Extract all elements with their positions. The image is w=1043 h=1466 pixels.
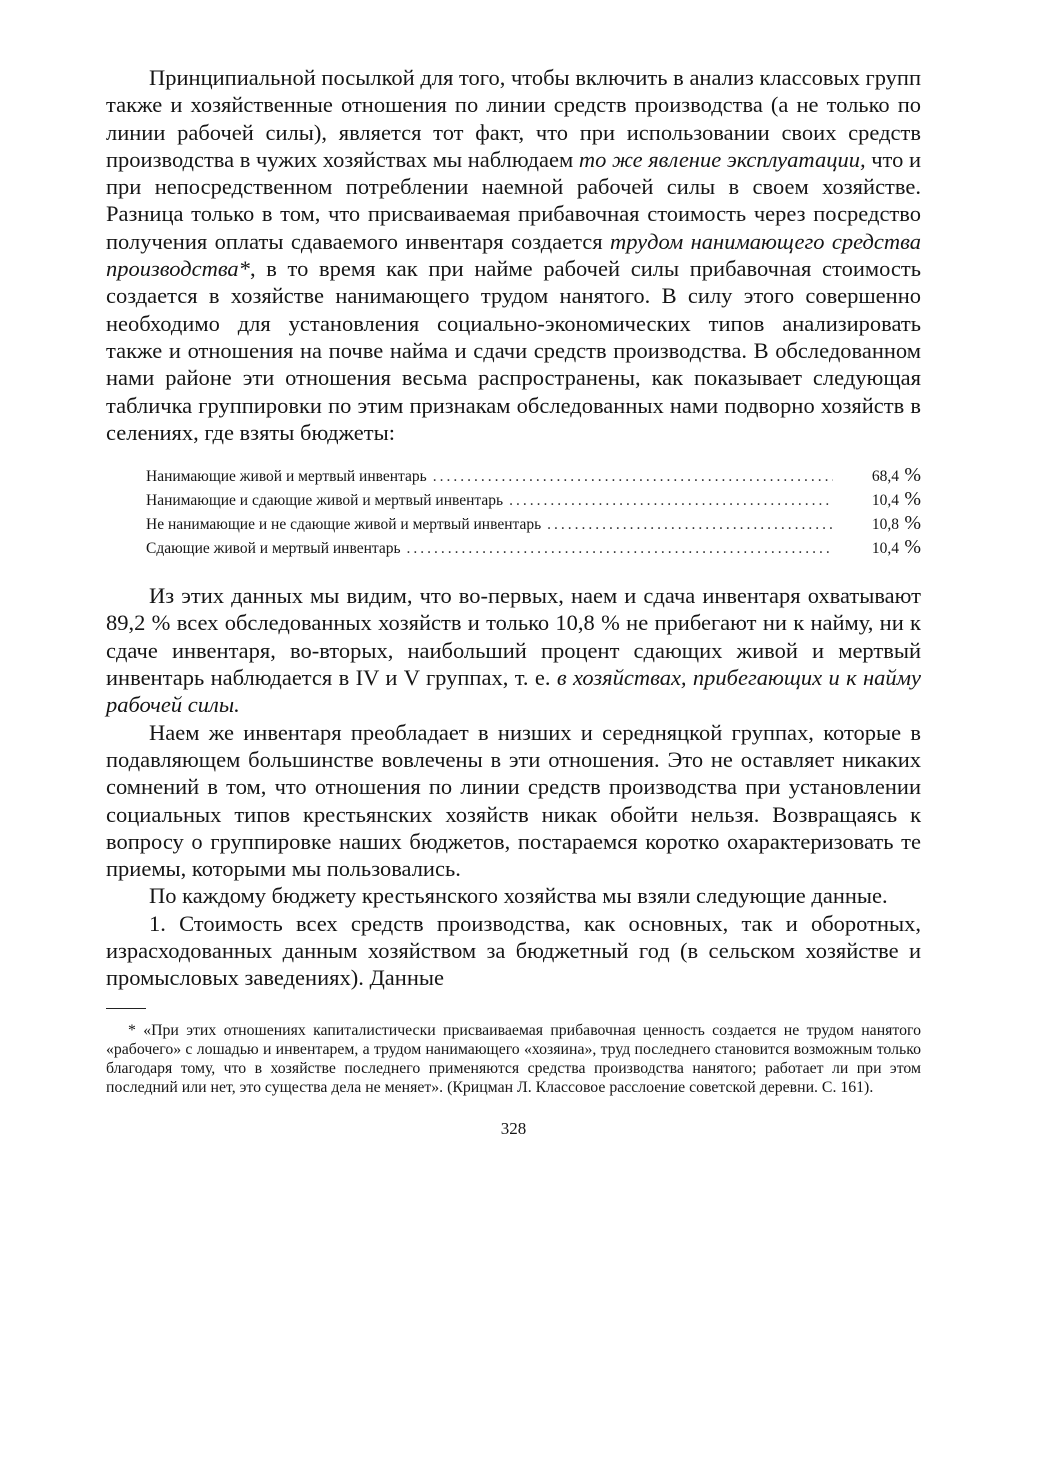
table-row-unit: % <box>904 536 921 559</box>
paragraph-5: 1. Стоимость всех средств производства, как основных, так и оборотных, израсходованных данным хозяйством за бюджетный год (в сельском хозяйстве и промысловых заведениях). Данные <box>106 910 921 991</box>
table-row-label: Не нанимающие и не сдающие живой и мертвый инвентарь <box>146 516 542 534</box>
paragraph-1 <box>106 64 921 446</box>
table-row-value: 68,4 <box>871 468 899 486</box>
paragraph-1-emphasis-labor: трудом нанимающего средства производства* <box>106 228 921 282</box>
table-row-unit: % <box>904 488 921 511</box>
table-row <box>146 488 921 512</box>
paragraph-1-emphasis-exploitation: то же явление эксплуатации, <box>578 146 866 172</box>
paragraph-3: Наем же инвентаря преобладает в низших и середняцкой группах, которые в подавляющем большинстве вовлечены в эти отношения. Это не оставляет никаких сомнений в том, что отношения по линии средств производства при установлении социальных типов крестьянских хозяйств никак обойти нельзя. Возвращаясь к вопросу о группировке наших бюджетов, постараемся коротко охарактеризовать те приемы, которыми мы пользовались. <box>106 719 921 882</box>
table-row <box>146 536 921 560</box>
paragraph-1-part-c: что и при непосредственном потреблении наемной рабочей силы в своем хозяйстве. Разница только в том, что присваиваемая прибавочная стоимость через посредство получения оплаты сдаваемого инвентаря создается <box>106 146 921 254</box>
paragraph-4: По каждому бюджету крестьянского хозяйства мы взяли следующие данные. <box>149 883 888 909</box>
table-row-unit: % <box>904 512 921 535</box>
paragraph-2-emphasis: в хозяйствах, прибегающих и к найму рабочей силы. <box>106 665 922 718</box>
table-row-value: 10,8 <box>871 516 899 534</box>
table-row-label: Сдающие живой и мертвый инвентарь <box>146 540 401 558</box>
grouping-table <box>146 464 921 560</box>
table-row-label: Нанимающие живой и мертвый инвентарь <box>146 468 427 486</box>
table-row-label: Нанимающие и сдающие живой и мертвый инвентарь <box>146 492 504 510</box>
leader-dots <box>509 490 833 512</box>
paragraph-2-part-a: Из этих данных мы видим, что во-первых, наем и сдача инвентаря охватывают 89,2 % всех обследованных хозяйств и только 10,8 % не прибегают ни к найму, ни к сдаче инвентаря, во-вторых, наибольший процент сдающих живой и мертвый инвентарь наблюдается в IV и V группах, т. е. <box>106 583 921 691</box>
table-row-value: 10,4 <box>871 540 899 558</box>
leader-dots <box>433 466 833 488</box>
paragraph-1-part-e: , в то время как при найме рабочей силы прибавочная стоимость создается в хозяйстве нанимающего трудом нанятого. В силу этого совершенно необходимо для установления социально-экономических типов анализировать также и отношения на почве найма и сдачи средств производства. В обследованном нами районе эти отношения весьма распространены, как показывает следующая табличка группировки по этим признакам обследованных нами подворно хозяйств в селениях, где взяты бюджеты: <box>106 256 921 445</box>
footnote: * «При этих отношениях капиталистически присваиваемая прибавочная ценность создается не трудом нанятого «рабочего» с лошадью и инвентарем, а трудом нанимающего «хозяина», труд последнего становится возможным только благодаря тому, что в хозяйстве последнего применяются средства производства нанятого; работает ли при этом последний или нет, это существа дела не меняет». (Крицман Л. Классовое расслоение советской деревни. С. 161). <box>106 1021 921 1097</box>
footnote-divider <box>106 1008 146 1009</box>
document-page <box>106 64 921 1139</box>
table-row <box>146 464 921 488</box>
table-row-value: 10,4 <box>871 492 899 510</box>
leader-dots <box>407 538 833 560</box>
leader-dots <box>547 514 833 536</box>
table-row-unit: % <box>904 464 921 487</box>
table-row <box>146 512 921 536</box>
paragraph-2 <box>106 582 921 718</box>
page-number: 328 <box>500 1119 527 1139</box>
paragraph-1-part-a: Принципиальной посылкой для того, чтобы включить в анализ классовых групп также и хозяйственные отношения по линии средств производства (а не только по линии рабочей силы), является тот факт, что при использовании своих средств производства в чужих хозяйствах мы наблюдаем <box>106 65 921 172</box>
